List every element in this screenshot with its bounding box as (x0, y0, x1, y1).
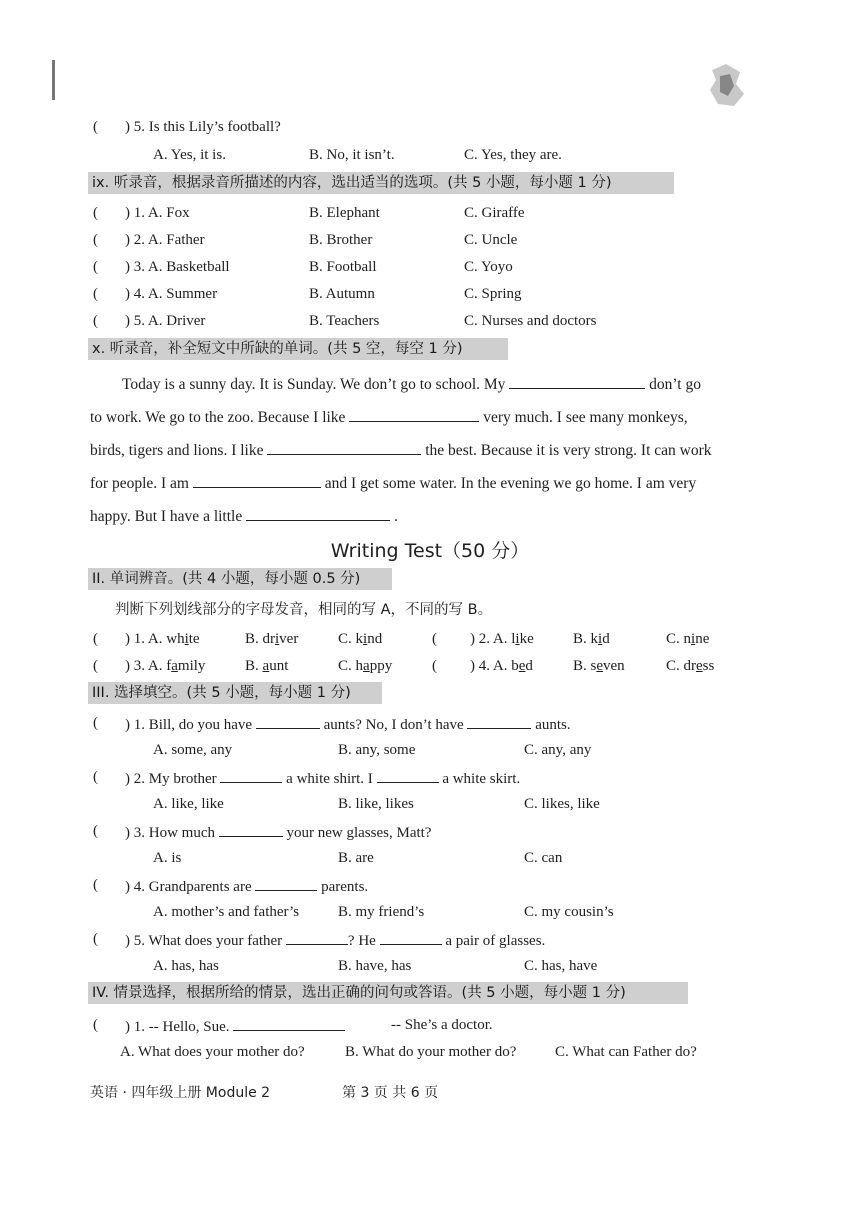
exam-page: ( ) 5. Is this Lily’s football? A. Yes, it is. B. No, it isn’t. C. Yes, they are. ix. 听录音，根据录音所描述的内容，选出适当的选项。(共 5 小题，每小题 1 分) ( ) 1. A. Fox B. Elephant C. Giraffe ( ) 2. A. Father B. Brother C. Uncle ( ) 3. A. Basketball B. Football C. Yoyo ( ) 4. A. Summer B. Autumn C. Spring ( ) 5. A. Driver B. Teachers C. Nurses and doctors x. 听录音，补全短文中所缺的单词。(共 5 空，每空 1 分) Today is a sunny day. It is Sunday. We don’t go to school. My don’t go to work. We go to the zoo. Because I like very much. I see many monkeys, birds, tigers and lions. I like the best. Because it is very strong. It can work for people. I am and I get some water. In the evening we go home. I am very happy. But I have a little . Writing Test（50 分） II. 单词辨音。(共 4 小题，每小题 0.5 分) 判断下列划线部分的字母发音，相同的写 A，不同的写 B。 ( ) 1. A. white B. driver C. kind ( ) 2. A. like B. kid C. nine ( ) 3. A. family B. aunt C. happy ( ) 4. A. bed B. seven C. dress III. 选择填空。(共 5 小题，每小题 1 分) ( ) 1. Bill, do you have aunts? No, I don’t have aunts. A. some, any B. any, some C. any, any ( ) 2. My brother a white shirt. I a white skirt. A. like, like B. like, likes C. likes, like ( ) 3. How much your new glasses, Matt? A. is B. are C. can ( ) 4. Grandparents are parents. A. mother’s and father’s B. my friend’s C. my cousin’s ( ) 5. What does your father ? He a pair of glasses. A. has, has B. have, has C. has, have IV. 情景选择，根据所给的情景，选出正确的问句或答语。(共 5 小题，每小题 1 分) ( ) 1. -- Hello, Sue. -- She’s a doctor. A. What does your mother do? B. What do your mother do? C. What can Father do? 英语 · 四年级上册 Module 2 第 3 页 共 6 页 (0, 0, 860, 1216)
blank[interactable] (380, 930, 442, 945)
blank-1[interactable] (509, 374, 645, 389)
blank-2[interactable] (349, 407, 479, 422)
option-b: B. No, it isn’t. (309, 147, 395, 163)
passage-line-4: for people. I am and I get some water. In the evening we go home. I am very (90, 475, 697, 492)
blank[interactable] (377, 768, 439, 783)
footer-page-number: 第 3 页 共 6 页 (342, 1085, 439, 1101)
blank[interactable] (256, 714, 320, 729)
option-a: A. Yes, it is. (153, 147, 226, 163)
option-c: C. Yes, they are. (464, 147, 562, 163)
passage-line-3: birds, tigers and lions. I like the best. Because it is very strong. It can work (90, 442, 712, 459)
blank[interactable] (467, 714, 531, 729)
section-II-title: II. 单词辨音。(共 4 小题，每小题 0.5 分) (88, 568, 392, 590)
blank[interactable] (219, 822, 283, 837)
writing-test-heading: Writing Test（50 分） (330, 540, 530, 562)
blank[interactable] (233, 1016, 345, 1031)
blank[interactable] (220, 768, 282, 783)
blank-4[interactable] (193, 473, 321, 488)
binding-mark (52, 60, 55, 100)
blank-5[interactable] (246, 506, 390, 521)
passage-line-1: Today is a sunny day. It is Sunday. We don’t go to school. My don’t go (122, 376, 701, 393)
blank[interactable] (255, 876, 317, 891)
section-x-title: x. 听录音，补全短文中所缺的单词。(共 5 空，每空 1 分) (88, 338, 508, 360)
passage-line-5: happy. But I have a little . (90, 508, 398, 525)
section-II-instruction: 判断下列划线部分的字母发音，相同的写 A，不同的写 B。 (115, 602, 493, 618)
smudge-mark-icon (706, 60, 748, 112)
section-IV-title: IV. 情景选择，根据所给的情景，选出正确的问句或答语。(共 5 小题，每小题 1 分) (88, 982, 688, 1004)
question-text: ) 5. Is this Lily’s football? (125, 119, 281, 135)
section-ix-title: ix. 听录音，根据录音所描述的内容，选出适当的选项。(共 5 小题，每小题 1 分) (88, 172, 674, 194)
footer-book-label: 英语 · 四年级上册 Module 2 (90, 1085, 271, 1101)
section-III-title: III. 选择填空。(共 5 小题，每小题 1 分) (88, 682, 382, 704)
passage-line-2: to work. We go to the zoo. Because I like very much. I see many monkeys, (90, 409, 688, 426)
blank[interactable] (286, 930, 348, 945)
blank-3[interactable] (267, 440, 421, 455)
